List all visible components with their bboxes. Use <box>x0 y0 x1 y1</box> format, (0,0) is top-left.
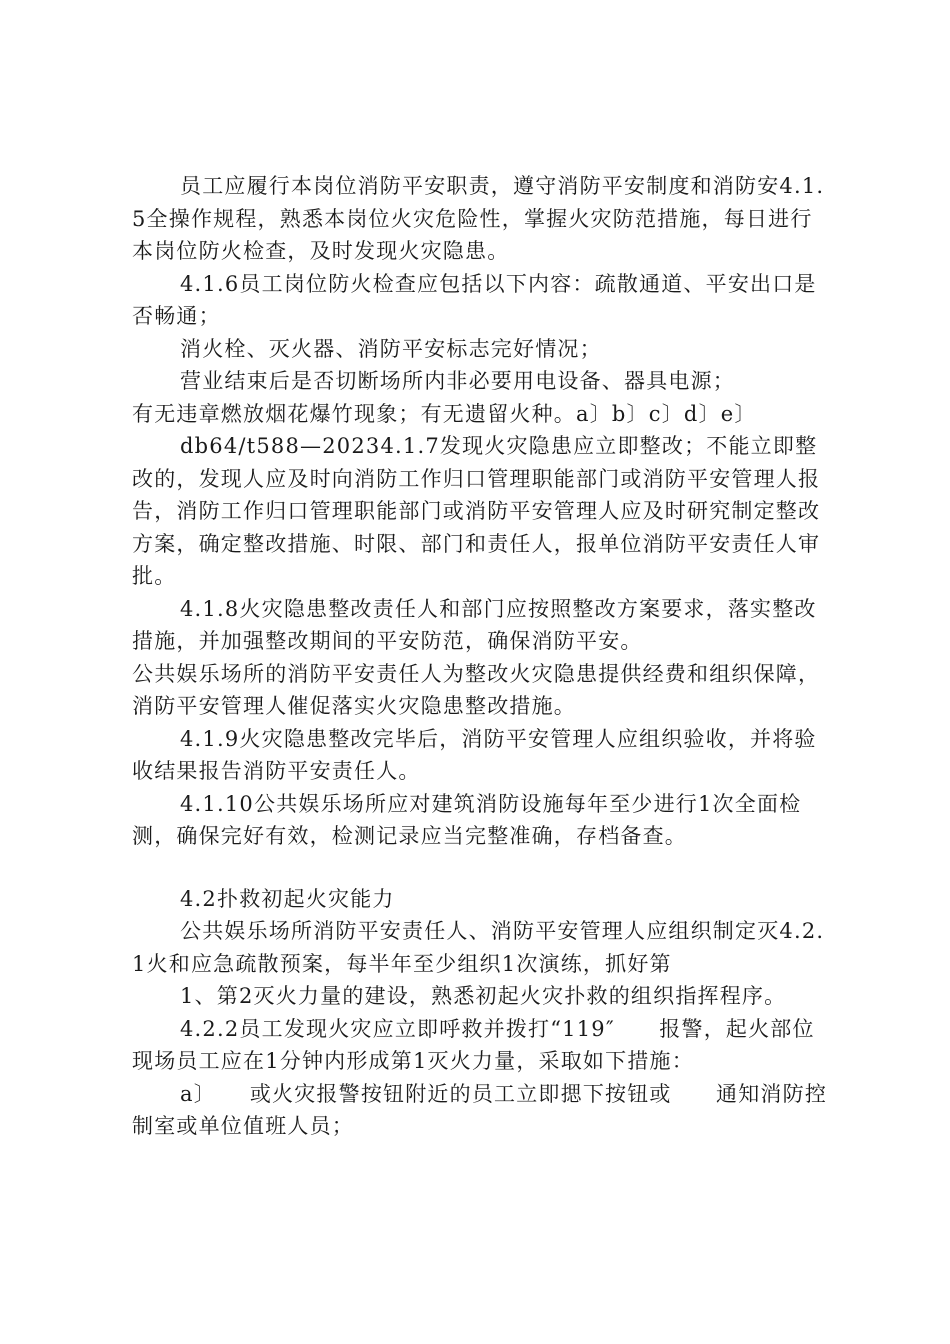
paragraph: 有无违章燃放烟花爆竹现象；有无遗留火种。a〕b〕c〕d〕e〕 <box>132 401 757 426</box>
paragraph: db64/t588—20234.1.7发现火灾隐患应立即整改；不能立即整改的，发现人应及时向消防工作归口管理职能部门或消防平安管理人报告，消防工作归口管理职能部门或消防平安管理人应及时研究制定整改方案，确定整改措施、时限、部门和责任人，报单位消防平安责任人审批。 <box>132 434 821 588</box>
document-body <box>132 170 832 1143</box>
paragraph: 4.1.10公共娱乐场所应对建筑消防设施每年至少进行1次全面检测，确保完好有效，检测记录应当完整准确，存档备查。 <box>132 791 802 848</box>
paragraph: 营业结束后是否切断场所内非必要用电设备、器具电源； <box>180 369 735 393</box>
paragraph: 4.1.9火灾隐患整改完毕后，消防平安管理人应组织验收，并将验收结果报告消防平安责任人。 <box>132 726 817 783</box>
paragraph: 消火栓、灭火器、消防平安标志完好情况； <box>180 336 602 361</box>
section-heading: 4.2扑救初起火灾能力 <box>180 886 395 911</box>
section-gap <box>132 853 832 883</box>
paragraph: 员工应履行本岗位消防平安职责，遵守消防平安制度和消防安4.1.5全操作规程，熟悉本岗位火灾危险性，掌握火灾防范措施，每日进行本岗位防火检查，及时发现火灾隐患。 <box>132 174 825 263</box>
paragraph: 4.1.8火灾隐患整改责任人和部门应按照整改方案要求，落实整改措施，并加强整改期间的平安防范，确保消防平安。 <box>132 596 817 653</box>
paragraph: 4.1.6员工岗位防火检查应包括以下内容：疏散通道、平安出口是否畅通； <box>132 271 817 328</box>
paragraph: 公共娱乐场所的消防平安责任人为整改火灾隐患提供经费和组织保障，消防平安管理人催促落实火灾隐患整改措施。 <box>132 661 821 718</box>
paragraph: 公共娱乐场所消防平安责任人、消防平安管理人应组织制定灭4.2.1火和应急疏散预案，每半年至少组织1次演练，抓好第 <box>132 919 825 976</box>
paragraph: 4.2.2员工发现火灾应立即呼救并拨打“119″ 报警，起火部位现场员工应在1分钟内形成第1灭火力量，采取如下措施： <box>132 1016 815 1073</box>
paragraph: a〕 或火灾报警按钮附近的员工立即揌下按钮或 通知消防控制室或单位值班人员； <box>132 1081 828 1138</box>
paragraph: 1、第2灭火力量的建设，熟悉初起火灾扑救的组织指挥程序。 <box>180 984 787 1008</box>
